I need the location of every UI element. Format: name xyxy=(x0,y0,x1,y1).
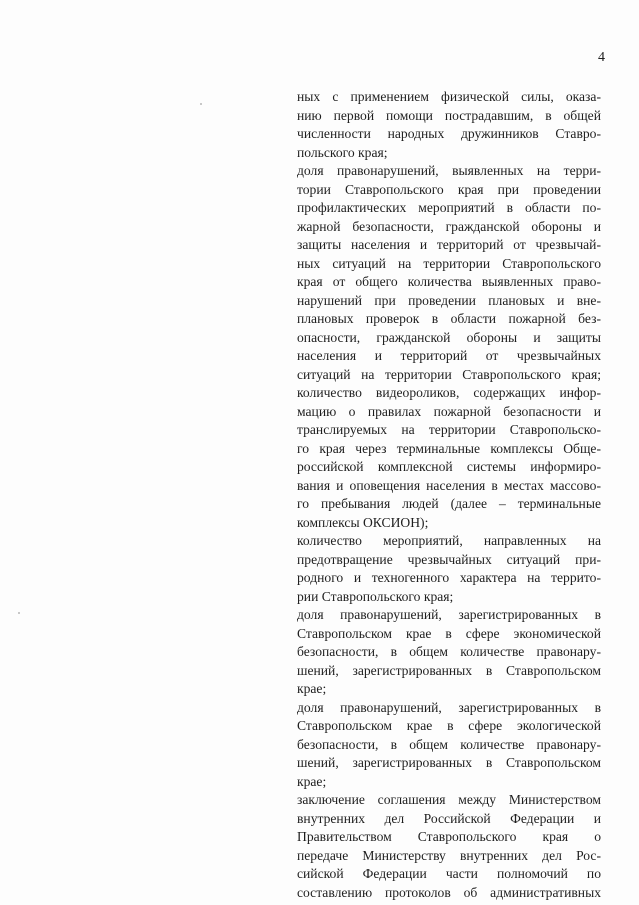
text-line: безопасности, в общем количестве правонару- xyxy=(297,736,601,752)
text-line: предотвращение чрезвычайных ситуаций при- xyxy=(297,551,601,567)
text-line: защиты населения и территорий от чрезвычай- xyxy=(297,237,601,252)
text-line: транслируемых на территории Ставропольско- xyxy=(297,422,601,437)
text-line: заключение соглашения между Министерством xyxy=(297,792,601,807)
text-line: количество мероприятий, направленных на xyxy=(297,533,601,548)
text-line: доля правонарушений, зарегистрированных в xyxy=(297,607,601,622)
text-line: крае; xyxy=(297,681,327,696)
text-line: комплексы ОКСИОН); xyxy=(297,514,429,530)
text-line: передаче Министерству внутренних дел Рос- xyxy=(297,847,601,863)
text-line: крае; xyxy=(297,773,327,789)
text-line: населения и территорий от чрезвычайных xyxy=(297,348,601,363)
text-line: плановых проверок в области пожарной без- xyxy=(297,311,601,326)
text-line: ных с применением физической силы, оказа- xyxy=(297,89,601,104)
text-line: мацию о правилах пожарной безопасности и xyxy=(297,403,601,419)
page-number: 4 xyxy=(598,50,605,65)
text-line: Правительством Ставропольского края о xyxy=(297,829,601,844)
text-line: польского края; xyxy=(297,144,388,160)
text-line: безопасности, в общем количестве правонару- xyxy=(297,644,601,659)
text-line: Ставропольском крае в сфере экономической xyxy=(297,625,601,641)
text-line: доля правонарушений, зарегистрированных в xyxy=(297,699,601,715)
text-line: шений, зарегистрированных в Ставропольском xyxy=(297,662,601,678)
document-text-column xyxy=(297,88,601,902)
text-line: го края через терминальные комплексы Обще- xyxy=(297,440,601,456)
text-line: количество видеороликов, содержащих инфор- xyxy=(297,385,601,400)
text-line: го пребывания людей (далее – терминальные xyxy=(297,496,601,511)
text-line: российской комплексной системы информиро- xyxy=(297,459,601,474)
text-line: сийской Федерации части полномочий по xyxy=(297,866,601,881)
text-line: численности народных дружинников Ставро- xyxy=(297,126,601,141)
text-line: тории Ставропольского края при проведении xyxy=(297,181,601,197)
text-line: рии Ставропольского края; xyxy=(297,588,454,604)
scan-speck xyxy=(18,612,20,614)
text-line: доля правонарушений, выявленных на терри- xyxy=(297,163,601,178)
text-line: края от общего количества выявленных право- xyxy=(297,274,601,289)
text-line: шений, зарегистрированных в Ставропольском xyxy=(297,755,601,770)
text-line: профилактических мероприятий в области по- xyxy=(297,200,601,215)
scan-speck xyxy=(200,103,202,105)
text-line: составлению протоколов об административных xyxy=(297,884,601,900)
text-line: ных ситуаций на территории Ставропольского xyxy=(297,255,601,271)
text-line: нарушений при проведении плановых и вне- xyxy=(297,292,601,308)
text-line: вания и оповещения населения в местах массово- xyxy=(297,477,601,493)
text-line: ситуаций на территории Ставропольского края; xyxy=(297,366,601,382)
text-line: Ставропольском крае в сфере экологической xyxy=(297,718,601,733)
text-line: родного и техногенного характера на террито- xyxy=(297,570,601,585)
text-line: жарной безопасности, гражданской обороны и xyxy=(297,218,601,234)
text-line: нию первой помощи пострадавшим, в общей xyxy=(297,107,601,123)
text-line: внутренних дел Российской Федерации и xyxy=(297,810,601,826)
text-line: опасности, гражданской обороны и защиты xyxy=(297,329,601,345)
